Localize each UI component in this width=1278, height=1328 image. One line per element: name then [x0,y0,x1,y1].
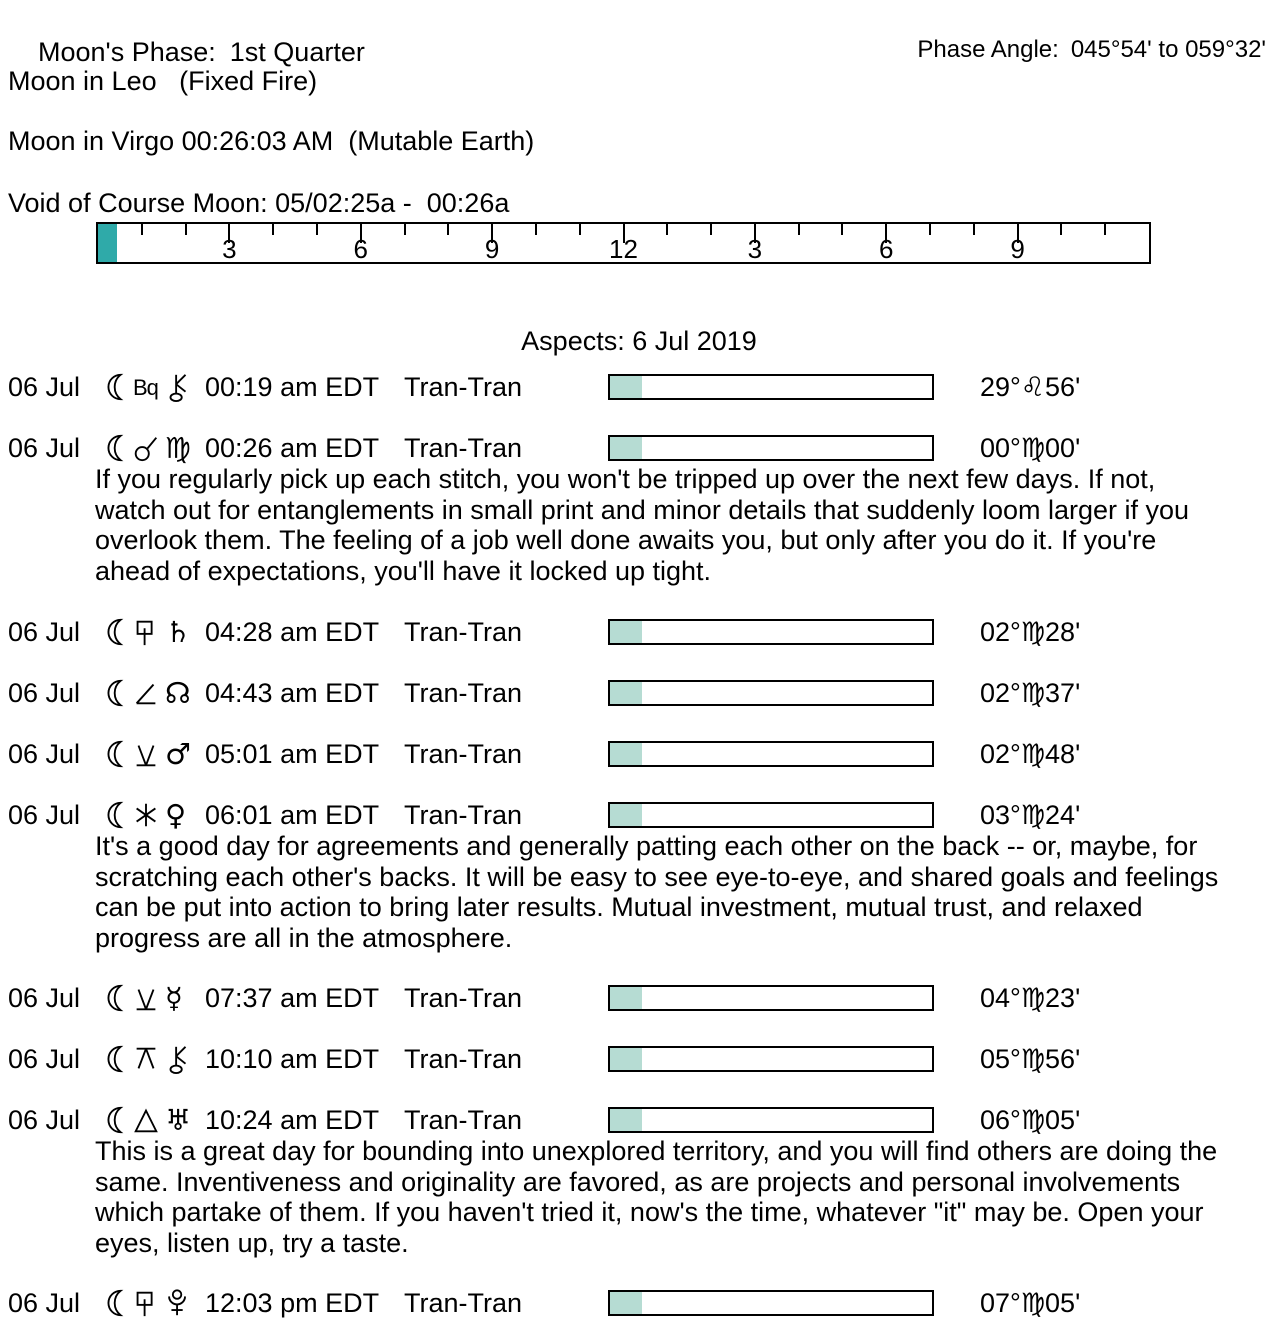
moons-phase-value: 1st Quarter [229,37,365,67]
aspect-mode: Tran-Tran [404,1105,523,1135]
moon-icon [102,617,128,647]
aspect-row [0,432,1278,464]
orb-progress-bar [608,1046,934,1072]
hour-tick [1060,224,1062,235]
aspect-position: 04°♍23' [980,983,1081,1013]
hour-label: 6 [353,234,368,264]
orb-progress-bar [608,680,934,706]
hour-label: 6 [879,234,894,264]
moon-icon [102,1288,128,1318]
hour-label: 9 [484,234,500,264]
aspect-position: 05°♍56' [980,1044,1081,1074]
aspect-time: 00:19 am EDT [205,372,380,402]
hour-tick [447,224,449,235]
aspect-position: 07°♍05' [980,1288,1081,1318]
aspect-time: 10:24 am EDT [205,1105,380,1135]
orb-progress-fill [610,743,642,765]
aspect-date: 06 Jul [8,1044,81,1074]
orb-progress-bar [608,435,934,461]
saturn-icon: ♄ [165,615,191,649]
hour-label: 9 [1010,234,1025,264]
aspect-time: 04:43 am EDT [205,678,380,708]
orb-progress-bar [608,1290,934,1316]
aspect-mode: Tran-Tran [404,800,523,830]
orb-progress-bar [608,802,934,828]
orb-progress-bar [608,374,934,400]
phase-angle-label: Phase Angle: [917,36,1059,63]
orb-progress-bar [608,619,934,645]
aspect-date: 06 Jul [8,1105,81,1135]
moon-icon [102,433,128,463]
aspect-time: 00:26 am EDT [205,433,380,463]
aspect-position: 02°♍48' [980,739,1081,769]
moon-icon [102,1105,128,1135]
hour-tick [185,224,187,235]
hour-tick [272,224,274,235]
sesquiquadrate-icon [133,617,159,647]
aspect-mode: Tran-Tran [404,433,523,463]
mercury-icon: ☿ [165,981,183,1015]
orb-progress-fill [610,1292,642,1314]
venus-icon: ♀ [165,798,187,832]
hour-tick [1104,224,1106,235]
aspects-title: Aspects: 6 Jul 2019 [521,326,757,356]
void-period-fill [98,224,117,262]
void-timeline-ruler [96,222,1151,264]
semisquare-icon [133,678,159,708]
aspect-date: 06 Jul [8,433,81,463]
hour-label: 3 [222,234,237,264]
moon-in-leo-line: Moon in Leo (Fixed Fire) [8,66,318,96]
aspect-date: 06 Jul [8,983,81,1013]
aspect-date: 06 Jul [8,1288,81,1318]
moon-icon [102,1044,128,1074]
moon-icon [102,678,128,708]
aspect-mode: Tran-Tran [404,678,523,708]
aspect-date: 06 Jul [8,617,81,647]
aspect-position: 02°♍28' [980,617,1081,647]
aspect-mode: Tran-Tran [404,983,523,1013]
aspect-date: 06 Jul [8,372,81,402]
aspect-time: 12:03 pm EDT [205,1288,380,1318]
orb-progress-fill [610,437,642,459]
hour-tick [710,224,712,235]
hour-tick [316,224,318,235]
aspect-row [0,616,1278,648]
aspect-row [0,982,1278,1014]
aspect-mode: Tran-Tran [404,1044,523,1074]
aspect-date: 06 Jul [8,739,81,769]
hour-label: 3 [747,234,763,264]
aspect-position: 00°♍00' [980,433,1081,463]
hour-tick [798,224,800,235]
aspect-row [0,1043,1278,1075]
hour-tick [841,224,843,235]
pluto-icon [165,1288,191,1318]
aspect-row [0,799,1278,831]
aspect-mode: Tran-Tran [404,372,523,402]
orb-progress-fill [610,682,642,704]
mars-icon: ♂ [165,737,191,771]
moon-icon [102,983,128,1013]
aspect-time: 10:10 am EDT [205,1044,380,1074]
aspect-time: 06:01 am EDT [205,800,380,830]
orb-progress-fill [610,1048,642,1070]
semisextile-icon [133,739,159,769]
aspect-row [0,677,1278,709]
aspect-interpretation: It's a good day for agreements and generally patting each other on the back -- or, maybe, for scratching each other's backs. It will be easy to see eye-to-eye, and shared goals and feelings can be put into action to bring later results. Mutual investment, mutual trust, and relaxed progress are all in the atmosphere. [95,831,1219,953]
orb-progress-fill [610,621,642,643]
moons-phase-label: Moon's Phase: [38,37,216,67]
aspect-mode: Tran-Tran [404,739,523,769]
phase-angle-value: 045°54' to 059°32' [1070,36,1266,63]
aspect-mode: Tran-Tran [404,617,523,647]
orb-progress-bar [608,741,934,767]
hour-tick [141,224,143,235]
moon-icon [102,372,128,402]
virgo-icon: ♍ [165,431,191,465]
hour-tick [973,224,975,235]
aspect-date: 06 Jul [8,678,81,708]
hour-tick [666,224,668,235]
sextile-icon [133,800,159,830]
aspect-position: 29°♌56' [980,372,1081,402]
void-of-course-line: Void of Course Moon: 05/02:25a - 00:26a [8,188,510,218]
orb-progress-fill [610,804,642,826]
aspect-date: 06 Jul [8,800,81,830]
aspect-interpretation: This is a great day for bounding into unexplored territory, and you will find others are doing the same. Inventiveness and originality are favored, as are projects and personal involvements which partake of them. If you haven't tried it, now's the time, whatever "it" may be. Open your eyes, listen up, try a taste. [95,1136,1218,1258]
aspect-position: 02°♍37' [980,678,1081,708]
semisextile-icon [133,983,159,1013]
aspect-time: 05:01 am EDT [205,739,380,769]
orb-progress-bar [608,1107,934,1133]
orb-progress-fill [610,376,642,398]
hour-tick [929,224,931,235]
hour-tick [535,224,537,235]
sesquiquadrate-icon [133,1288,159,1318]
north-node-icon: ☊ [165,676,191,710]
aspect-time: 07:37 am EDT [205,983,380,1013]
aspect-interpretation: If you regularly pick up each stitch, you won't be tripped up over the next few days. If not, watch out for entanglements in small print and minor details that suddenly loom larger if you overlook them. The feeling of a job well done awaits you, but only after you do it. If you're ahead of expectations, you'll have it locked up tight. [95,464,1190,586]
aspect-time: 04:28 am EDT [205,617,380,647]
biquintile-icon: Bq [133,375,158,400]
aspect-mode: Tran-Tran [404,1288,523,1318]
moon-in-virgo-line: Moon in Virgo 00:26:03 AM (Mutable Earth) [8,126,535,156]
moon-icon [102,739,128,769]
hour-label: 12 [609,234,638,264]
orb-progress-bar [608,985,934,1011]
aspect-row [0,1287,1278,1319]
orb-progress-fill [610,1109,642,1131]
chiron-icon [165,372,191,402]
aspect-position: 03°♍24' [980,800,1081,830]
quincunx-icon [133,1044,159,1074]
moon-icon [102,800,128,830]
hour-tick [579,224,581,235]
conjunction-icon [133,433,159,463]
chiron-icon [165,1044,191,1074]
aspect-position: 06°♍05' [980,1105,1081,1135]
phase-angle-line [891,8,1266,92]
aspect-row [0,738,1278,770]
hour-tick [404,224,406,235]
orb-progress-fill [610,987,642,1009]
uranus-icon: ♅ [165,1103,191,1137]
trine-icon [133,1105,159,1135]
aspect-row [0,1104,1278,1136]
aspect-row [0,371,1278,403]
